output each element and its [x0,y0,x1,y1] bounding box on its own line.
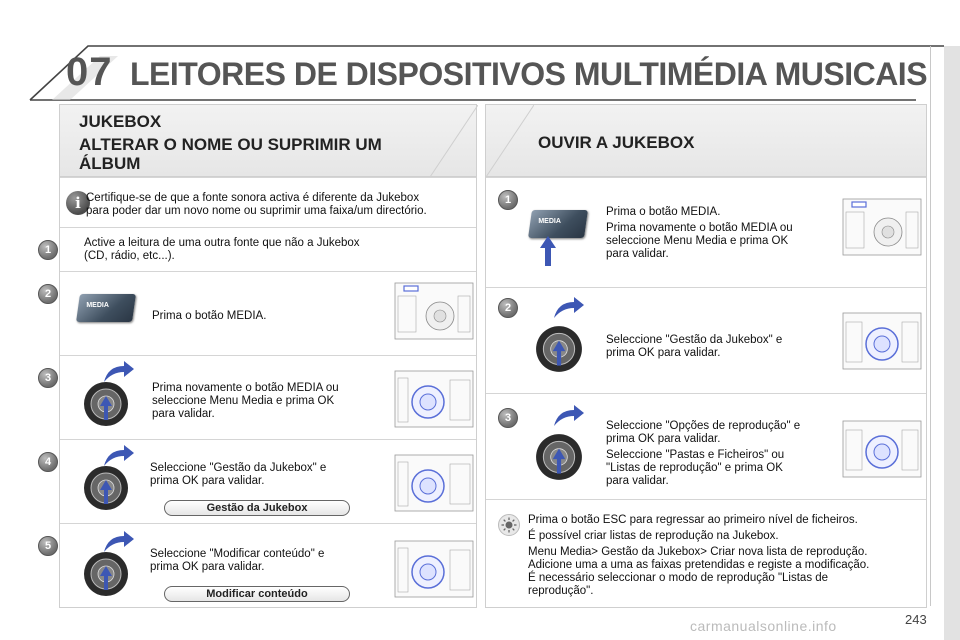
menu-label-modificar-conteudo: Modificar conteúdo [164,586,350,602]
step-badge-r2: 2 [498,298,518,318]
left-step-3 [44,355,476,439]
radio-unit-icon [394,282,474,340]
step-1-text: Active a leitura de uma outra fonte que não a Jukebox (CD, rádio, etc...). [84,237,360,262]
section-title-ouvir: OUVIR A JUKEBOX [538,133,695,152]
right-step-2 [486,287,926,393]
step-badge-r1: 1 [498,190,518,210]
watermark: carmanualsonline.info [690,618,837,634]
side-tab [944,46,960,640]
left-step-2 [44,271,476,355]
tip-text: Prima o botão ESC para regressar ao primeiro nível de ficheiros. É possível criar listas de reprodução na Jukebox. Menu Media> Gestão da Jukebox> Criar nova lista de reprodução. Adicione uma a uma as faixas pretendidas e registe a modificação. É necessário seleccionar o modo de reprodução "Listas de reprodução". [528,514,870,597]
rotary-knob-icon [82,380,130,428]
left-step-5 [44,523,476,609]
step-2-text: Prima o botão MEDIA. [152,310,267,322]
info-text: Certifique-se de que a fonte sonora activa é diferente da Jukebox para poder dar um novo nome ou suprimir uma faixa/um directório. [86,192,427,217]
menu-label-gestao-jukebox: Gestão da Jukebox [164,500,350,516]
header-banner [0,0,960,110]
rotary-knob-icon [534,432,584,482]
section-title-line1: ALTERAR O NOME OU SUPRIMIR UM [79,135,382,154]
page-number: 243 [905,612,927,627]
left-panel [44,104,477,608]
right-step-1-text: Prima o botão MEDIA. Prima novamente o botão MEDIA ou seleccione Menu Media e prima OK para validar. [606,206,793,260]
section-title-line2: ÁLBUM [79,154,141,173]
tip-sun-icon [498,514,520,536]
left-step-1 [44,227,476,271]
step-5-text: Seleccione "Modificar conteúdo" e prima OK para validar. [150,548,325,573]
info-icon: i [66,191,90,215]
rotary-knob-icon [82,550,130,598]
step-badge-2: 2 [38,284,58,304]
side-divider [930,46,931,606]
left-step-4 [44,439,476,523]
step-badge-1: 1 [38,240,58,260]
radio-unit-icon [394,540,474,598]
rotate-arrow-icon [100,360,136,384]
right-panel [485,104,927,608]
radio-unit-icon [842,420,922,478]
rotate-arrow-icon [550,296,586,320]
step-3-text: Prima novamente o botão MEDIA ou seleccione Menu Media e prima OK para validar. [152,382,339,420]
rotary-knob-icon [82,464,130,512]
step-badge-r3: 3 [498,408,518,428]
radio-unit-icon [842,198,922,256]
page-title: LEITORES DE DISPOSITIVOS MULTIMÉDIA MUSICAIS [130,56,928,92]
header-diagonal [486,105,534,177]
right-step-3-text: Seleccione "Opções de reprodução" e prima OK para validar. Seleccione "Pastas e Ficheiros" ou "Listas de reprodução" e prima OK para validar. [606,420,801,487]
info-row [60,177,476,227]
rotate-arrow-icon [100,530,136,554]
step-4-text: Seleccione "Gestão da Jukebox" e prima OK para validar. [150,462,327,487]
right-step-1 [486,177,926,287]
press-arrow-icon [540,236,556,266]
rotary-knob-icon [534,324,584,374]
media-button-icon: MEDIA [528,210,588,238]
radio-unit-icon [394,370,474,428]
radio-unit-icon [842,312,922,370]
right-step-2-text: Seleccione "Gestão da Jukebox" e prima OK para validar. [606,334,783,359]
step-badge-3: 3 [38,368,58,388]
right-step-3 [486,393,926,499]
media-button-icon: MEDIA [76,294,136,322]
radio-unit-icon [394,454,474,512]
chapter-number: 07 [66,50,113,94]
step-badge-5: 5 [38,536,58,556]
section-title-jukebox: JUKEBOX [79,112,162,131]
rotate-arrow-icon [100,444,136,468]
step-badge-4: 4 [38,452,58,472]
header-diagonal [430,105,478,177]
rotate-arrow-icon [550,404,586,428]
tip-row [486,499,926,609]
